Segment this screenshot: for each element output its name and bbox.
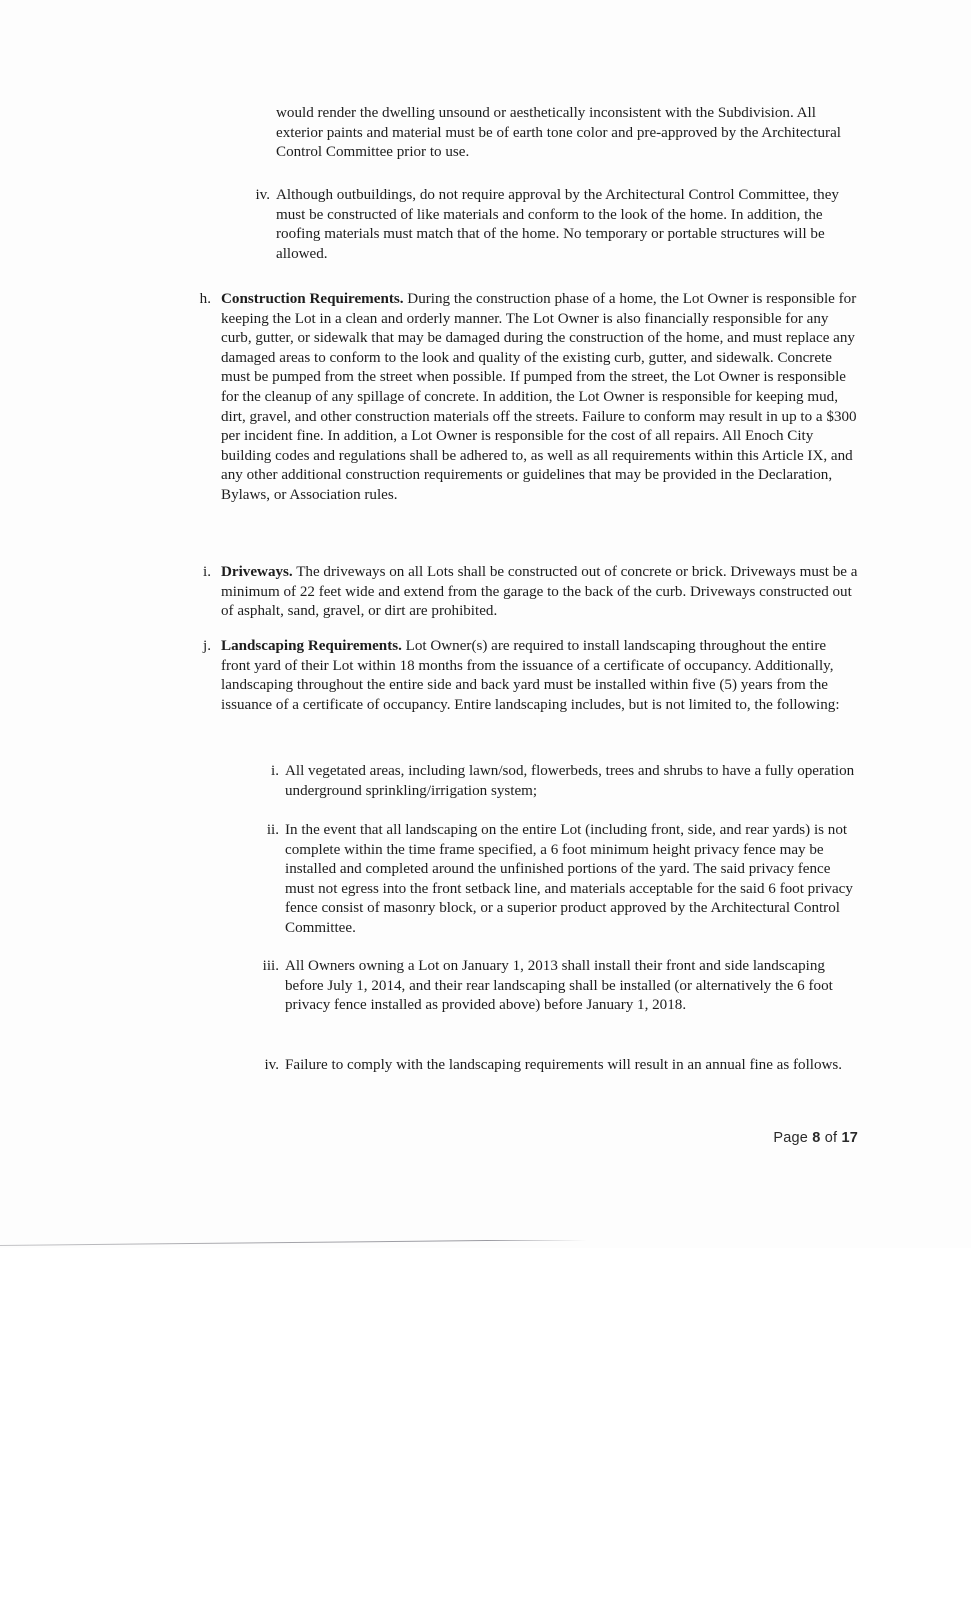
list-item-text: All Owners owning a Lot on January 1, 2013 shall install their front and side landscaping before July 1, 2014, and their rear landscaping shall be installed (or alternatively the 6 foot privacy fence installed as provided above) before January 1, 2018. xyxy=(285,958,833,1014)
page-label-prefix: Page xyxy=(773,1130,813,1146)
list-item-body-text: Lot Owner(s) are required to install landscaping throughout the entire front yard of their Lot within 18 months from the issuance of a certificate of occupancy. Additionally, landscaping throughout the entire side and back yard must be installed within five (5) years from the issuance of a certificate of occupancy. Entire landscaping includes, but is not limited to, the following: xyxy=(221,638,840,713)
run-in-heading: Construction Requirements. xyxy=(221,291,404,307)
run-in-heading: Landscaping Requirements. xyxy=(221,638,402,654)
page-label-middle: of xyxy=(824,1130,842,1146)
list-item-roman-i-vegetated-areas xyxy=(251,762,858,801)
list-item-text xyxy=(221,563,858,622)
list-marker: ii. xyxy=(266,822,279,838)
list-marker: iv. xyxy=(255,187,270,203)
list-item-text xyxy=(221,637,858,715)
list-item-h-construction-requirements xyxy=(193,290,858,506)
list-item-text: Failure to comply with the landscaping requirements will result in an annual fine as follows. xyxy=(285,1057,843,1073)
scan-edge-line xyxy=(0,1240,971,1246)
list-marker: h. xyxy=(199,291,211,307)
list-item-i-driveways xyxy=(193,563,858,622)
page-number: 8 xyxy=(812,1130,825,1146)
list-item-j-landscaping-requirements xyxy=(193,637,858,715)
list-item-text xyxy=(221,290,858,506)
list-item-roman-iv-failure-to-comply xyxy=(251,1056,858,1076)
list-marker: iii. xyxy=(262,958,279,974)
scan-edge-artifact xyxy=(0,1240,971,1250)
page-total: 17 xyxy=(841,1130,858,1146)
continuation-paragraph: would render the dwelling unsound or aesthetically inconsistent with the Subdivision. All exterior paints and material must be of earth tone color and pre-approved by the Architectural Control Committee prior to use. xyxy=(276,105,841,161)
list-item-roman-ii-privacy-fence xyxy=(251,821,858,939)
list-marker: i. xyxy=(271,763,279,779)
list-item-body-text: The driveways on all Lots shall be constructed out of concrete or brick. Driveways must be a minimum of 22 feet wide and extend from the garage to the back of the curb. Driveways constructed out of asphalt, sand, gravel, or dirt are prohibited. xyxy=(221,564,858,620)
page-footer xyxy=(0,1130,858,1146)
list-item-roman-iv-outbuildings xyxy=(240,186,858,264)
list-marker: j. xyxy=(203,638,211,654)
list-item-text: Although outbuildings, do not require approval by the Architectural Control Committee, they must be constructed of like materials and conform to the look of the home. In addition, the roofing materials must match that of the home. No temporary or portable structures will be allowed. xyxy=(276,187,839,262)
list-item-text: All vegetated areas, including lawn/sod, flowerbeds, trees and shrubs to have a fully operation underground sprinkling/irrigation system; xyxy=(285,763,855,799)
list-item-text: In the event that all landscaping on the entire Lot (including front, side, and rear yards) is not complete within the time frame specified, a 6 foot minimum height privacy fence may be installed and completed around the unfinished portions of the yard. The said privacy fence must not egress into the front setback line, and materials acceptable for the said 6 foot privacy fence consist of masonry block, or a superior product approved by the Architectural Control Committee. xyxy=(285,822,853,936)
list-item-body-text: During the construction phase of a home, the Lot Owner is responsible for keeping the Lot in a clean and orderly manner. The Lot Owner is also financially responsible for any curb, gutter, or sidewalk that may be damaged during the construction of the home, and must replace any damaged areas to conform to the look and quality of the existing curb, gutter, and sidewalk. Concrete must be pumped from the street when possible. If pumped from the street, the Lot Owner is responsible for the cleanup of any spillage of concrete. In addition, the Lot Owner is responsible for keeping mud, dirt, gravel, and other construction materials off the streets. Failure to conform may result in up to a $300 per incident fine. In addition, a Lot Owner is responsible for the cost of all repairs. All Enoch City building codes and regulations shall be adhered to, as well as all requirements within this Article IX, and any other additional construction requirements or guidelines that may be provided in the Declaration, Bylaws, or Association rules. xyxy=(221,291,857,503)
list-item-roman-iii-owner-deadlines xyxy=(251,957,858,1016)
list-marker: iv. xyxy=(264,1057,279,1073)
list-marker: i. xyxy=(203,564,211,580)
run-in-heading: Driveways. xyxy=(221,564,293,580)
